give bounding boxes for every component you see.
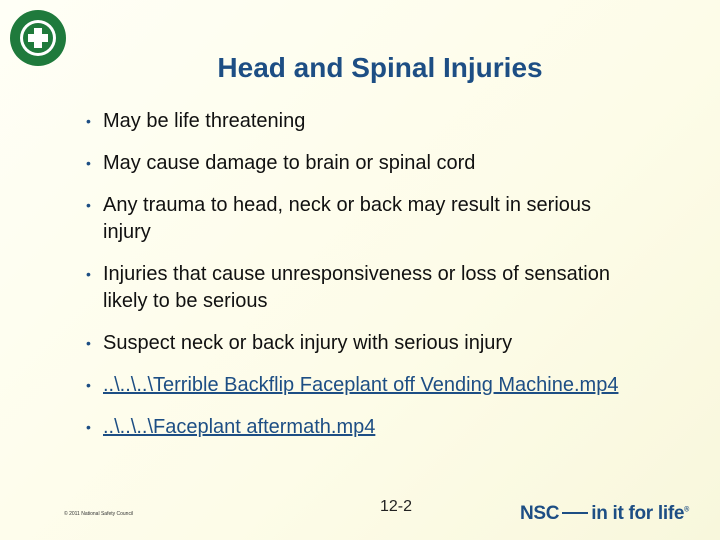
slide-title: Head and Spinal Injuries [217, 52, 543, 83]
brand-suffix: in it for life [591, 503, 685, 524]
registered-mark: ® [684, 506, 689, 514]
bullet-dot: • [86, 155, 91, 171]
bullet-dot: • [86, 335, 91, 351]
bullet-item [86, 150, 626, 177]
bullet-dot: • [86, 197, 91, 213]
copyright-text: © 2011 National Safety Council [64, 511, 134, 517]
bullet-dot: • [86, 419, 91, 435]
bullet-item [86, 108, 626, 135]
bullet-item [86, 330, 626, 357]
bullet-item [86, 372, 626, 399]
video-link-aftermath[interactable]: ..\..\..\Faceplant aftermath.mp4 [103, 416, 376, 438]
bullet-text: May be life threatening [103, 110, 306, 132]
bullet-item [86, 414, 626, 441]
bullet-item [86, 261, 626, 315]
video-link-backflip[interactable]: ..\..\..\Terrible Backflip Faceplant off Vending Machine.mp4 [103, 374, 619, 396]
brand-prefix: NSC [520, 503, 560, 524]
bullet-dot: • [86, 113, 91, 129]
bullet-dot: • [86, 266, 91, 282]
nsc-brand-tagline [520, 503, 689, 525]
bullet-text: Injuries that cause unresponsiveness or loss of sensation likely to be serious [103, 263, 610, 312]
brand-dash [562, 512, 588, 514]
bullet-list [86, 108, 626, 456]
bullet-item [86, 192, 626, 246]
bullet-text: May cause damage to brain or spinal cord [103, 152, 476, 174]
bullet-text: Any trauma to head, neck or back may result in serious injury [103, 194, 592, 243]
page-number: 12-2 [380, 498, 413, 515]
bullet-text: Suspect neck or back injury with serious injury [103, 332, 513, 354]
bullet-dot: • [86, 377, 91, 393]
